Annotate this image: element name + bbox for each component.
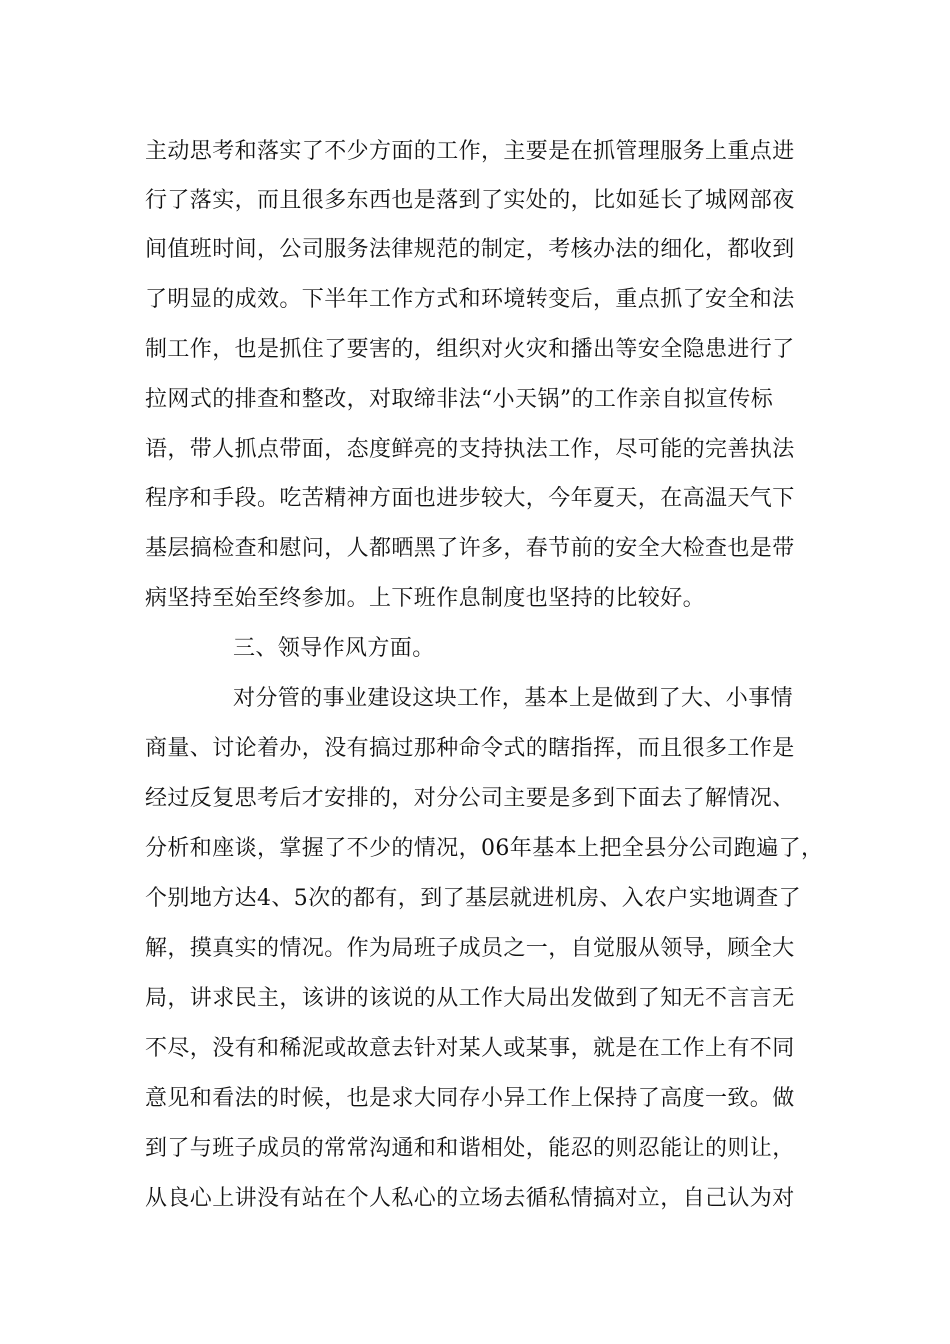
paragraph1-line-7: 语，带人抓点带面，态度鲜亮的支持执法工作，尽可能的完善执法: [145, 437, 795, 462]
paragraph2-line-1: 对分管的事业建设这块工作，基本上是做到了大、小事情: [233, 686, 794, 711]
paragraph2-line-7: 局，讲求民主，该讲的该说的从工作大局出发做到了知无不言言无: [145, 986, 795, 1011]
paragraph2-line-9: 意见和看法的时候，也是求大同存小异工作上保持了高度一致。做: [145, 1086, 795, 1111]
paragraph2-line-10: 到了与班子成员的常常沟通和和谐相处，能忍的则忍能让的则让，: [145, 1136, 795, 1161]
paragraph2-line-2: 商量、讨论着办，没有搞过那种命令式的瞎指挥，而且很多工作是: [145, 736, 795, 761]
paragraph2-line-11: 从良心上讲没有站在个人私心的立场去循私情搞对立，自己认为对: [145, 1186, 795, 1211]
paragraph2-line-5: 个别地方达4、5次的都有，到了基层就进机房、入农户实地调查了: [145, 886, 801, 911]
paragraph2-line-8: 不尽，没有和稀泥或故意去针对某人或某事，就是在工作上有不同: [145, 1036, 795, 1061]
paragraph1-line-2: 行了落实，而且很多东西也是落到了实处的，比如延长了城网部夜: [145, 188, 795, 213]
paragraph1-line-10: 病坚持至始至终参加。上下班作息制度也坚持的比较好。: [145, 586, 706, 611]
paragraph1-line-5: 制工作，也是抓住了要害的，组织对火灾和播出等安全隐患进行了: [145, 337, 795, 362]
section-heading: 三、领导作风方面。: [233, 636, 435, 661]
paragraph1-line-8: 程序和手段。吃苦精神方面也进步较大，今年夏天，在高温天气下: [145, 486, 795, 511]
paragraph2-line-4: 分析和座谈，掌握了不少的情况，06年基本上把全县分公司跑遍了，: [145, 836, 824, 861]
paragraph1-line-3: 间值班时间，公司服务法律规范的制定，考核办法的细化，都收到: [145, 237, 795, 262]
paragraph1-line-6: 拉网式的排查和整改，对取缔非法“小天锅”的工作亲自拟宣传标: [145, 387, 774, 412]
paragraph1-line-1: 主动思考和落实了不少方面的工作，主要是在抓管理服务上重点进: [145, 139, 795, 164]
paragraph1-line-4: 了明显的成效。下半年工作方式和环境转变后，重点抓了安全和法: [145, 287, 795, 312]
paragraph2-line-6: 解，摸真实的情况。作为局班子成员之一，自觉服从领导，顾全大: [145, 936, 795, 961]
paragraph1-line-9: 基层搞检查和慰问，人都晒黑了许多，春节前的安全大检查也是带: [145, 536, 795, 561]
paragraph2-line-3: 经过反复思考后才安排的，对分公司主要是多到下面去了解情况、: [145, 786, 795, 811]
